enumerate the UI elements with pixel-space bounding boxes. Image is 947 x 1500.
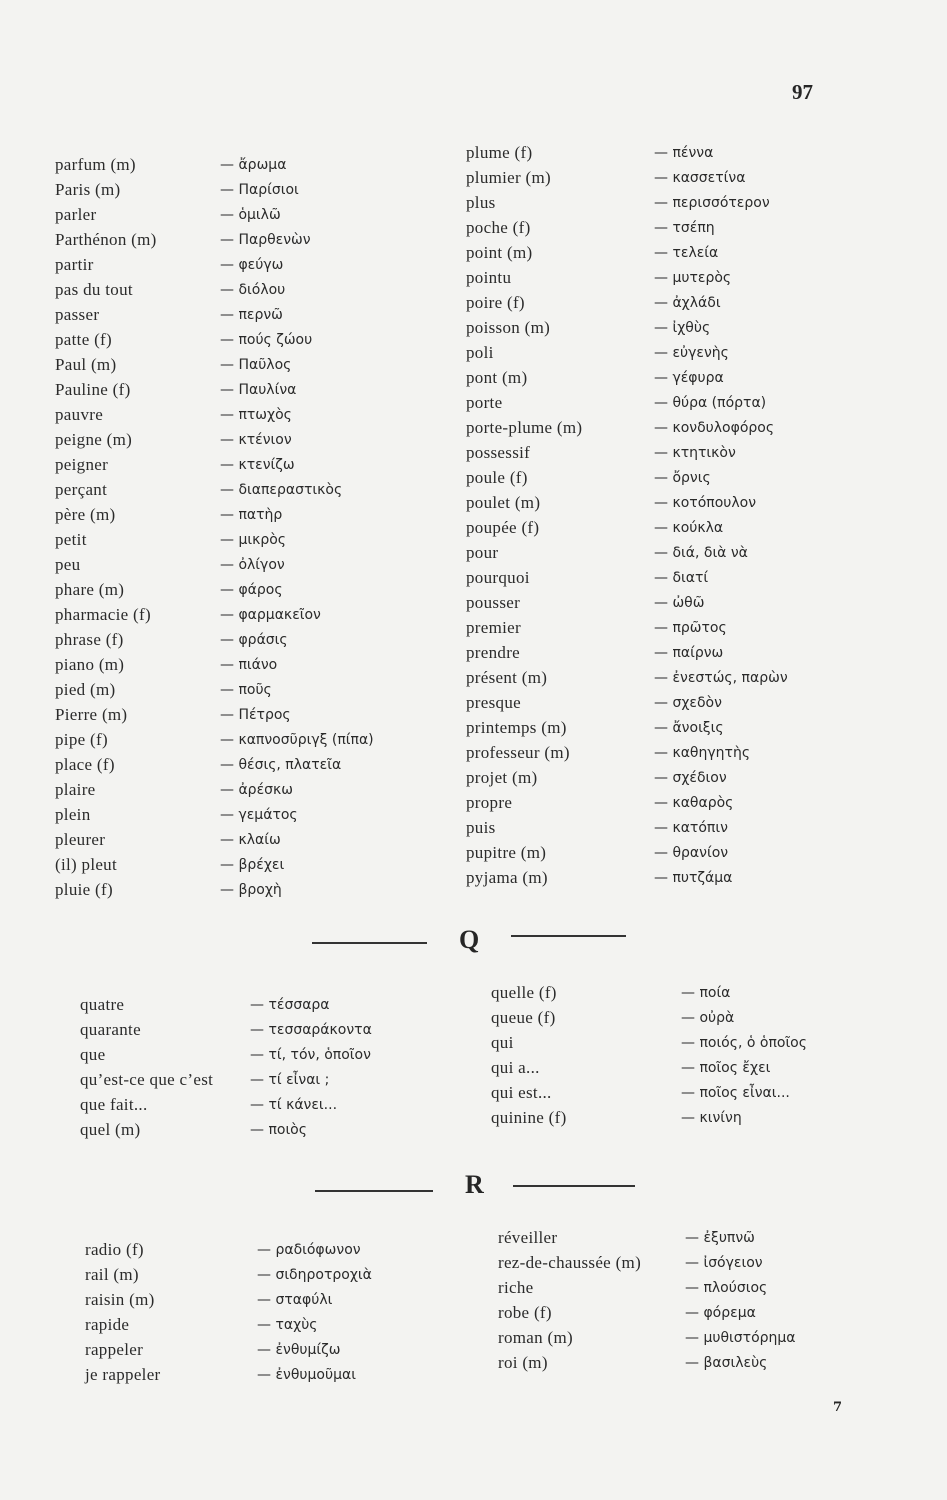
french-term: rapide	[85, 1315, 130, 1334]
dictionary-entry	[80, 1095, 480, 1120]
greek-translation: — καπνοσῦριγξ (πίπα)	[220, 732, 374, 748]
greek-translation: — τσέπη	[654, 220, 715, 236]
greek-translation: — διατί	[654, 570, 709, 586]
french-term: quarante	[80, 1020, 141, 1039]
greek-translation: — θρανίον	[654, 845, 729, 861]
greek-translation: — κοτόπουλον	[654, 495, 757, 511]
dictionary-entry	[80, 995, 480, 1020]
greek-translation: — Παυλίνα	[220, 382, 297, 398]
french-term: porte-plume (m)	[466, 418, 583, 437]
french-term: roi (m)	[498, 1353, 548, 1372]
french-term: plein	[55, 805, 91, 824]
greek-translation: — παίρνω	[654, 645, 724, 661]
french-term: roman (m)	[498, 1328, 573, 1347]
greek-translation: — φόρεμα	[685, 1305, 756, 1321]
dictionary-entry	[491, 983, 891, 1008]
r-rule-right	[513, 1185, 635, 1187]
dictionary-entry	[55, 355, 455, 380]
dictionary-entry	[55, 505, 455, 530]
greek-translation: — ἰχθὺς	[654, 320, 711, 336]
dictionary-entry	[466, 718, 866, 743]
dictionary-entry	[85, 1265, 485, 1290]
q-left-column	[80, 995, 480, 1145]
french-term: rez-de-chaussée (m)	[498, 1253, 642, 1272]
dictionary-entry	[491, 1108, 891, 1133]
french-term: Parthénon (m)	[55, 230, 157, 249]
section-letter-r: R	[465, 1170, 484, 1199]
dictionary-entry	[85, 1240, 485, 1265]
french-term: parler	[55, 205, 97, 224]
dictionary-entry	[55, 205, 455, 230]
greek-translation: — πλούσιος	[685, 1280, 768, 1296]
greek-translation: — κτητικὸν	[654, 445, 736, 461]
greek-translation: — κασσετίνα	[654, 170, 746, 186]
french-term: que	[80, 1045, 106, 1064]
dictionary-entry	[491, 1033, 891, 1058]
dictionary-entry	[55, 305, 455, 330]
r-left-column	[85, 1240, 485, 1390]
french-term: quatre	[80, 995, 125, 1014]
greek-translation: — βροχὴ	[220, 882, 282, 898]
french-term: pharmacie (f)	[55, 605, 151, 624]
greek-translation: — κούκλα	[654, 520, 724, 536]
greek-translation: — Πέτρος	[220, 707, 291, 723]
greek-translation: — περισσότερον	[654, 195, 770, 211]
r-rule-left	[315, 1190, 433, 1192]
greek-translation: — τί, τόν, ὁποῖον	[250, 1047, 371, 1063]
dictionary-entry	[55, 655, 455, 680]
greek-translation: — γέφυρα	[654, 370, 724, 386]
french-term: patte (f)	[55, 330, 112, 349]
french-term: possessif	[466, 443, 531, 462]
dictionary-entry	[55, 530, 455, 555]
greek-translation: — ποία	[681, 985, 731, 1001]
dictionary-entry	[466, 818, 866, 843]
french-term: puis	[466, 818, 496, 837]
greek-translation: — καθαρὸς	[654, 795, 734, 811]
greek-translation: — πέννα	[654, 145, 714, 161]
greek-translation: — ὁμιλῶ	[220, 207, 281, 223]
french-term: perçant	[55, 480, 108, 499]
french-term: porte	[466, 393, 503, 412]
french-term: poisson (m)	[466, 318, 551, 337]
greek-translation: — ὠθῶ	[654, 595, 705, 611]
dictionary-entry	[466, 293, 866, 318]
french-term: projet (m)	[466, 768, 538, 787]
french-term: professeur (m)	[466, 743, 570, 762]
greek-translation: — φεύγω	[220, 257, 284, 273]
greek-translation: — διόλου	[220, 282, 286, 298]
french-term: pied (m)	[55, 680, 116, 699]
french-term: poche (f)	[466, 218, 531, 237]
dictionary-entry	[55, 880, 455, 905]
greek-translation: — ἐνθυμίζω	[257, 1342, 341, 1358]
greek-translation: — ἀρέσκω	[220, 782, 293, 798]
french-term: poulet (m)	[466, 493, 541, 512]
greek-translation: — μυτερὸς	[654, 270, 732, 286]
french-term: qui	[491, 1033, 514, 1052]
dictionary-entry	[491, 1083, 891, 1108]
french-term: peigne (m)	[55, 430, 133, 449]
dictionary-entry	[85, 1365, 485, 1390]
greek-translation: — κτενίζω	[220, 457, 295, 473]
french-term: que fait...	[80, 1095, 148, 1114]
french-term: quinine (f)	[491, 1108, 567, 1127]
greek-translation: — μυθιστόρημα	[685, 1330, 796, 1346]
french-term: Pierre (m)	[55, 705, 128, 724]
dictionary-entry	[466, 143, 866, 168]
dictionary-entry	[466, 543, 866, 568]
greek-translation: — ραδιόφωνον	[257, 1242, 361, 1258]
dictionary-entry	[498, 1328, 918, 1353]
dictionary-entry	[466, 418, 866, 443]
dictionary-entry	[55, 805, 455, 830]
french-term: robe (f)	[498, 1303, 552, 1322]
french-term: presque	[466, 693, 521, 712]
dictionary-entry	[498, 1303, 918, 1328]
greek-translation: — ἐξυπνῶ	[685, 1230, 755, 1246]
greek-translation: — περνῶ	[220, 307, 283, 323]
greek-translation: — μικρὸς	[220, 532, 287, 548]
greek-translation: — κινίνη	[681, 1110, 742, 1126]
french-term: Paul (m)	[55, 355, 117, 374]
french-term: point (m)	[466, 243, 533, 262]
dictionary-entry	[55, 155, 455, 180]
greek-translation: — κονδυλοφόρος	[654, 420, 775, 436]
greek-translation: — ποιὸς	[250, 1122, 307, 1138]
dictionary-entry	[466, 618, 866, 643]
french-term: plumier (m)	[466, 168, 551, 187]
dictionary-entry	[498, 1278, 918, 1303]
french-term: printemps (m)	[466, 718, 567, 737]
q-rule-left	[312, 942, 427, 944]
dictionary-entry	[498, 1353, 918, 1378]
french-term: plaire	[55, 780, 96, 799]
greek-translation: — τελεία	[654, 245, 719, 261]
greek-translation: — πτωχὸς	[220, 407, 292, 423]
french-term: pointu	[466, 268, 512, 287]
french-term: poire (f)	[466, 293, 525, 312]
french-term: phare (m)	[55, 580, 125, 599]
dictionary-entry	[80, 1120, 480, 1145]
dictionary-entry	[55, 605, 455, 630]
dictionary-entry	[55, 230, 455, 255]
dictionary-entry	[466, 268, 866, 293]
greek-translation: — σταφύλι	[257, 1292, 333, 1308]
dictionary-entry	[55, 330, 455, 355]
dictionary-entry	[55, 280, 455, 305]
dictionary-entry	[55, 730, 455, 755]
french-term: place (f)	[55, 755, 115, 774]
greek-translation: — ἄρωμα	[220, 157, 287, 173]
greek-translation: — Παρίσιοι	[220, 182, 299, 198]
greek-translation: — διά, διὰ νὰ	[654, 545, 748, 561]
dictionary-entry	[466, 768, 866, 793]
french-term: plus	[466, 193, 496, 212]
greek-translation: — καθηγητὴς	[654, 745, 751, 761]
greek-translation: — ἰσόγειον	[685, 1255, 763, 1271]
dictionary-entry	[466, 443, 866, 468]
dictionary-entry	[466, 743, 866, 768]
french-term: partir	[55, 255, 94, 274]
greek-translation: — διαπεραστικὸς	[220, 482, 343, 498]
dictionary-entry	[466, 493, 866, 518]
greek-translation: — βασιλεὺς	[685, 1355, 768, 1371]
dictionary-entry	[55, 480, 455, 505]
french-term: (il) pleut	[55, 855, 118, 874]
greek-translation: — τέσσαρα	[250, 997, 330, 1013]
dictionary-entry	[80, 1070, 480, 1095]
dictionary-entry	[466, 168, 866, 193]
french-term: phrase (f)	[55, 630, 124, 649]
dictionary-entry	[55, 430, 455, 455]
dictionary-entry	[466, 868, 866, 893]
greek-translation: — ὄρνις	[654, 470, 711, 486]
dictionary-entry	[55, 555, 455, 580]
greek-translation: — εὐγενὴς	[654, 345, 729, 361]
dictionary-entry	[466, 593, 866, 618]
dictionary-entry	[55, 380, 455, 405]
dictionary-entry	[466, 668, 866, 693]
french-term: poule (f)	[466, 468, 528, 487]
french-term: rail (m)	[85, 1265, 139, 1284]
greek-translation: — ποιός, ὁ ὁποῖος	[681, 1035, 807, 1051]
greek-translation: — πούς ζώου	[220, 332, 313, 348]
greek-translation: — θέσις, πλατεῖα	[220, 757, 342, 773]
dictionary-entry	[85, 1315, 485, 1340]
greek-translation: — ἐνεστώς, παρὼν	[654, 670, 788, 686]
greek-translation: — κλαίω	[220, 832, 281, 848]
greek-translation: — φαρμακεῖον	[220, 607, 321, 623]
dictionary-entry	[55, 255, 455, 280]
dictionary-entry	[55, 405, 455, 430]
dictionary-entry	[85, 1340, 485, 1365]
dictionary-entry	[55, 680, 455, 705]
greek-translation: — ταχὺς	[257, 1317, 318, 1333]
french-term: père (m)	[55, 505, 116, 524]
greek-translation: — φράσις	[220, 632, 288, 648]
french-term: pour	[466, 543, 499, 562]
greek-translation: — σχεδὸν	[654, 695, 722, 711]
dictionary-entry	[466, 568, 866, 593]
french-term: radio (f)	[85, 1240, 144, 1259]
french-term: peu	[55, 555, 81, 574]
greek-translation: — ἄνοιξις	[654, 720, 724, 736]
greek-translation: — κτένιον	[220, 432, 292, 448]
dictionary-entry	[466, 468, 866, 493]
dictionary-entry	[55, 455, 455, 480]
dictionary-entry	[55, 705, 455, 730]
french-term: riche	[498, 1278, 534, 1297]
dictionary-entry	[466, 368, 866, 393]
dictionary-entry	[466, 343, 866, 368]
greek-translation: — πυτζάμα	[654, 870, 733, 886]
dictionary-entry	[55, 180, 455, 205]
dictionary-entry	[55, 830, 455, 855]
greek-translation: — τεσσαράκοντα	[250, 1022, 372, 1038]
greek-translation: — Παῦλος	[220, 357, 292, 373]
french-term: queue (f)	[491, 1008, 556, 1027]
french-term: quelle (f)	[491, 983, 557, 1002]
dictionary-entry	[55, 755, 455, 780]
french-term: pipe (f)	[55, 730, 108, 749]
dictionary-entry	[55, 580, 455, 605]
french-term: petit	[55, 530, 87, 549]
french-term: présent (m)	[466, 668, 548, 687]
greek-translation: — πρῶτος	[654, 620, 727, 636]
q-rule-right	[511, 935, 626, 937]
french-term: prendre	[466, 643, 521, 662]
dictionary-entry	[466, 843, 866, 868]
french-term: Paris (m)	[55, 180, 121, 199]
french-term: plume (f)	[466, 143, 533, 162]
french-term: pourquoi	[466, 568, 530, 587]
dictionary-entry	[498, 1228, 918, 1253]
french-term: qui a...	[491, 1058, 540, 1077]
dictionary-entry	[55, 630, 455, 655]
french-term: pupitre (m)	[466, 843, 547, 862]
french-term: piano (m)	[55, 655, 125, 674]
french-term: qu’est-ce que c’est	[80, 1070, 214, 1089]
greek-translation: — κατόπιν	[654, 820, 728, 836]
french-term: passer	[55, 305, 100, 324]
greek-translation: — σχέδιον	[654, 770, 727, 786]
dictionary-entry	[466, 518, 866, 543]
dictionary-entry	[55, 855, 455, 880]
french-term: rappeler	[85, 1340, 144, 1359]
french-term: propre	[466, 793, 513, 812]
french-term: poupée (f)	[466, 518, 540, 537]
french-term: je rappeler	[85, 1365, 161, 1384]
dictionary-entry	[491, 1058, 891, 1083]
french-term: poli	[466, 343, 494, 362]
french-term: raisin (m)	[85, 1290, 155, 1309]
page-number: 97	[792, 80, 813, 104]
greek-translation: — τί εἶναι ;	[250, 1072, 330, 1088]
greek-translation: — γεμάτος	[220, 807, 298, 823]
dictionary-entry	[80, 1045, 480, 1070]
greek-translation: — σιδηροτροχιὰ	[257, 1267, 372, 1283]
greek-translation: — Παρθενὼν	[220, 232, 311, 248]
greek-translation: — βρέχει	[220, 857, 285, 873]
dictionary-entry	[466, 693, 866, 718]
dictionary-entry	[466, 393, 866, 418]
r-right-column	[498, 1228, 918, 1378]
greek-translation: — τί κάνει...	[250, 1097, 338, 1113]
p-right-column	[466, 143, 866, 893]
greek-translation: — πατὴρ	[220, 507, 283, 523]
section-letter-q: Q	[459, 925, 480, 954]
greek-translation: — ὀλίγον	[220, 557, 285, 573]
french-term: pousser	[466, 593, 521, 612]
greek-translation: — ἀχλάδι	[654, 295, 721, 311]
french-term: pas du tout	[55, 280, 133, 299]
french-term: pyjama (m)	[466, 868, 548, 887]
greek-translation: — ἐνθυμοῦμαι	[257, 1367, 356, 1383]
french-term: Pauline (f)	[55, 380, 131, 399]
dictionary-entry	[498, 1253, 918, 1278]
french-term: peigner	[55, 455, 109, 474]
french-term: premier	[466, 618, 521, 637]
french-term: pluie (f)	[55, 880, 113, 899]
dictionary-entry	[466, 643, 866, 668]
q-right-column	[491, 983, 891, 1133]
dictionary-entry	[55, 780, 455, 805]
french-term: pont (m)	[466, 368, 528, 387]
greek-translation: — οὐρὰ	[681, 1010, 735, 1026]
dictionary-entry	[491, 1008, 891, 1033]
french-term: qui est...	[491, 1083, 552, 1102]
p-left-column	[55, 155, 455, 905]
greek-translation: — ποῦς	[220, 682, 272, 698]
greek-translation: — ποῖος εἶναι...	[681, 1085, 790, 1101]
greek-translation: — ποῖος ἔχει	[681, 1060, 771, 1076]
greek-translation: — πιάνο	[220, 657, 278, 673]
dictionary-entry	[466, 318, 866, 343]
dictionary-entry	[466, 193, 866, 218]
dictionary-entry	[466, 243, 866, 268]
french-term: pleurer	[55, 830, 106, 849]
dictionary-entry	[466, 793, 866, 818]
dictionary-entry	[466, 218, 866, 243]
greek-translation: — θύρα (πόρτα)	[654, 395, 767, 411]
french-term: réveiller	[498, 1228, 558, 1247]
greek-translation: — φάρος	[220, 582, 283, 598]
footer-mark: 7	[833, 1400, 843, 1415]
dictionary-entry	[85, 1290, 485, 1315]
french-term: quel (m)	[80, 1120, 141, 1139]
french-term: parfum (m)	[55, 155, 136, 174]
french-term: pauvre	[55, 405, 104, 424]
dictionary-entry	[80, 1020, 480, 1045]
